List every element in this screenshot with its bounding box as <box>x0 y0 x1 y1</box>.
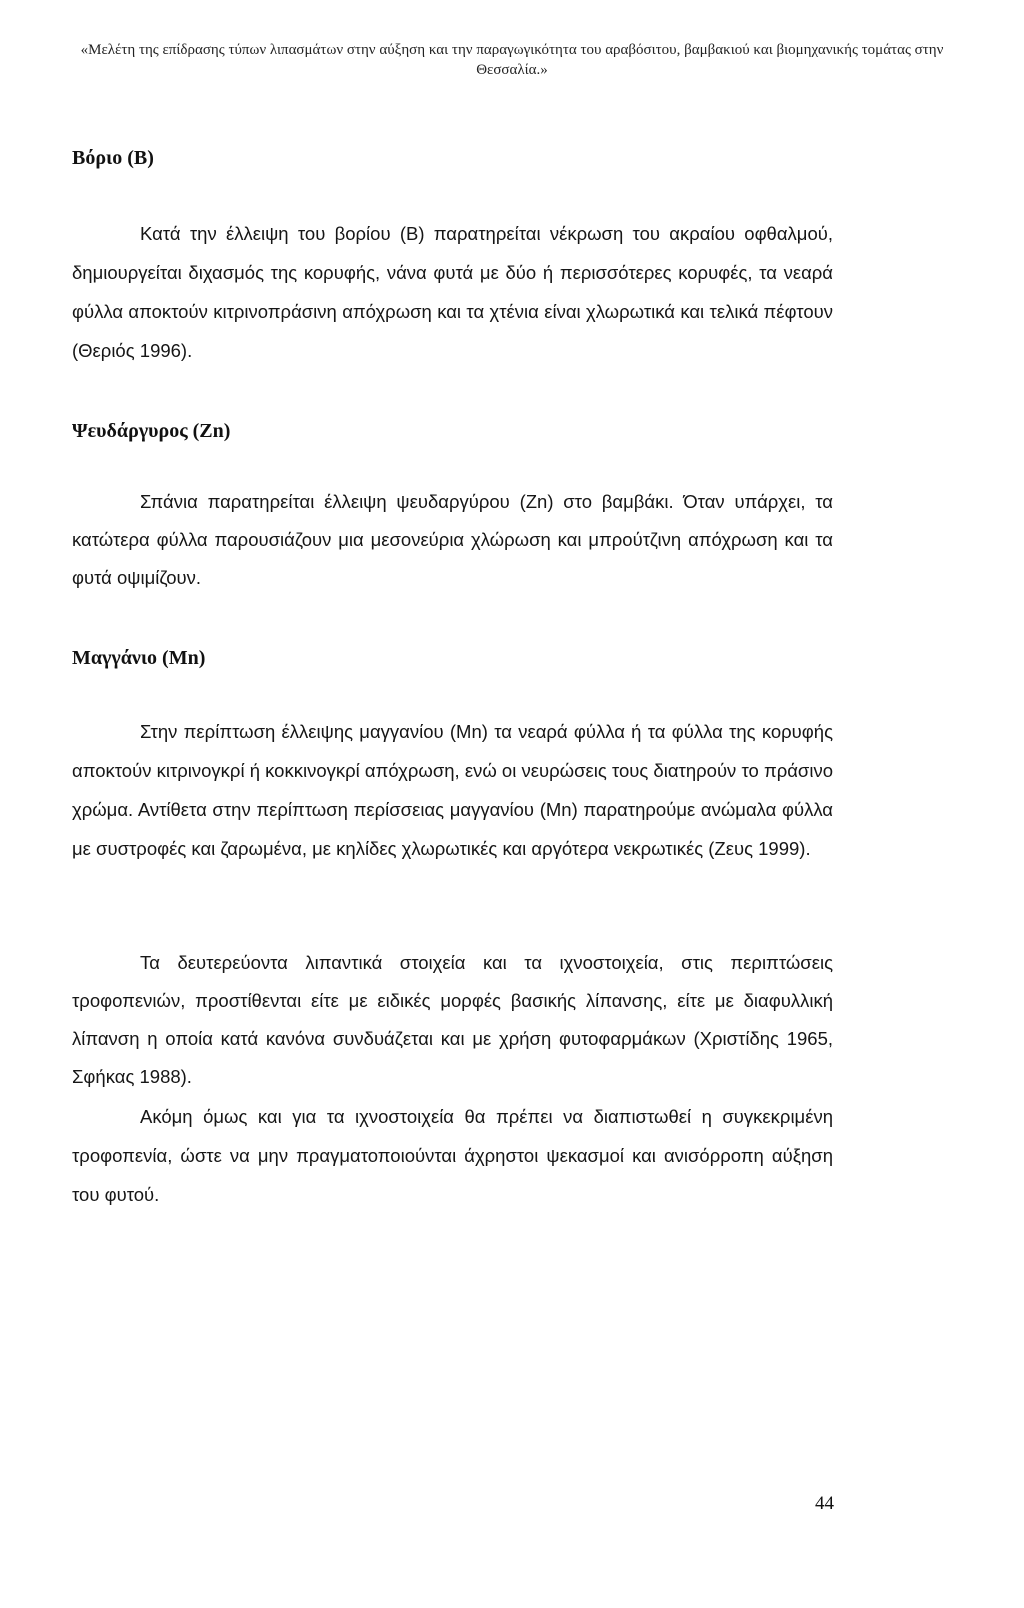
paragraph-manganese: Στην περίπτωση έλλειψης μαγγανίου (Mn) τα νεαρά φύλλα ή τα φύλλα της κορυφής αποκτούν κιτρινογκρί ή κοκκινογκρί απόχρωση, ενώ οι νευρώσεις τους διατηρούν το πράσινο χρώμα. Αντίθετα στην περίπτωση περίσσειας μαγγανίου (Mn) παρατηρούμε ανώμαλα φύλλα με συστροφές και ζαρωμένα, με κηλίδες χλωρωτικές και αργότερα νεκρωτικές (Ζευς 1999). <box>72 721 833 859</box>
section-heading-zinc: Ψευδάργυρος (Zn) <box>72 420 231 442</box>
paragraph-trace-elements: Ακόμη όμως και για τα ιχνοστοιχεία θα πρέπει να διαπιστωθεί η συγκεκριμένη τροφοπενία, ώστε να μην πραγματοποιούνται άχρηστοι ψεκασμοί και ανισόρροπη αύξηση του φυτού. <box>72 1106 833 1205</box>
page-number: 44 <box>815 1493 834 1514</box>
section-heading-boron: Βόριο (Β) <box>72 147 154 169</box>
paragraph-boron: Κατά την έλλειψη του βορίου (Β) παρατηρείται νέκρωση του ακραίου οφθαλμού, δημιουργείται διχασμός της κορυφής, νάνα φυτά με δύο ή περισσότερες κορυφές, τα νεαρά φύλλα αποκτούν κιτρινοπράσινη απόχρωση και τα χτένια είναι χλωρωτικά και τελικά πέφτουν (Θεριός 1996). <box>72 223 833 361</box>
section-heading-manganese: Μαγγάνιο (Mn) <box>72 647 206 669</box>
paragraph-zinc: Σπάνια παρατηρείται έλλειψη ψευδαργύρου (Zn) στο βαμβάκι. Όταν υπάρχει, τα κατώτερα φύλλα παρουσιάζουν μια μεσονεύρια χλώρωση και μπρούτζινη απόχρωση και τα φυτά οψιμίζουν. <box>72 491 833 588</box>
paragraph-secondary-nutrients: Τα δευτερεύοντα λιπαντικά στοιχεία και τα ιχνοστοιχεία, στις περιπτώσεις τροφοπενιών, προστίθενται είτε με ειδικές μορφές βασικής λίπανσης, είτε με διαφυλλική λίπανση η οποία κατά κανόνα συνδυάζεται και με χρήση φυτοφαρμάκων (Χριστίδης 1965, Σφήκας 1988). <box>72 952 833 1087</box>
running-header: «Μελέτη της επίδρασης τύπων λιπασμάτων στην αύξηση και την παραγωγικότητα του αραβόσιτου, βαμβακιού και βιομηχανικής τομάτας στην Θεσσαλία.» <box>80 42 944 78</box>
